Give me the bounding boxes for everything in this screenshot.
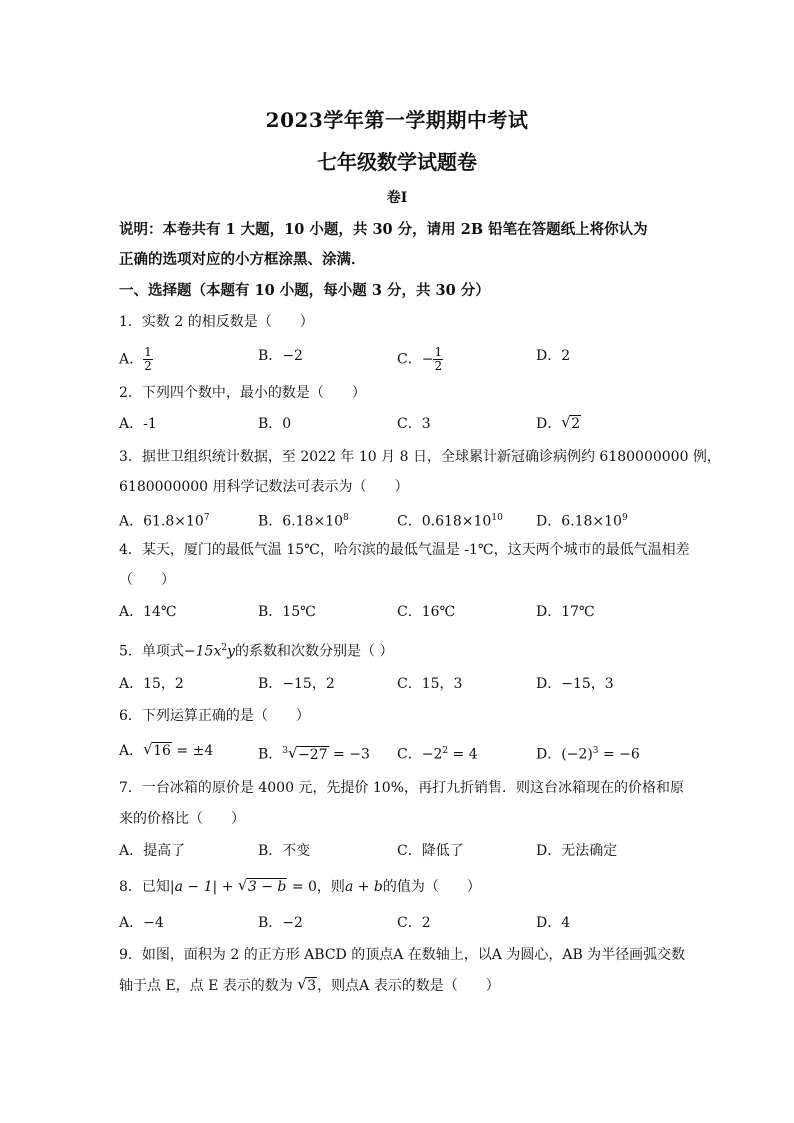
- question-7-option-c: C．降低了: [397, 843, 464, 859]
- question-2-stem: 2．下列四个数中，最小的数是（ ）: [119, 385, 366, 401]
- question-1-stem: 1．实数 2 的相反数是（ ）: [119, 314, 314, 330]
- instructions-line-2: 正确的选项对应的小方框涂黑、涂满．: [119, 251, 366, 268]
- exam-subtitle: 七年级数学试题卷: [317, 150, 477, 174]
- fraction: $\frac{1}{2}$: [144, 345, 152, 373]
- question-3-option-c: C．$0.618\times 10^{10}$: [397, 513, 503, 530]
- question-2-option-c: C．3: [397, 416, 431, 432]
- question-1-option-a: A． $\frac{1}{2}$: [119, 345, 152, 373]
- question-6-option-c: C．$-2^2 = 4$: [397, 746, 478, 763]
- question-7-option-d: D．无法确定: [536, 843, 618, 859]
- question-1-option-c: C．− $\frac{1}{2}$: [397, 345, 443, 373]
- question-4-line-2: （ ）: [119, 572, 175, 588]
- square-root: √ 2: [561, 414, 581, 434]
- fraction: $\frac{1}{2}$: [434, 345, 443, 373]
- question-3-option-d: D．$6.18\times 10^9$: [536, 513, 628, 530]
- section-heading: 一、选择题（本题有 10 小题，每小题 3 分，共 30 分）: [119, 282, 490, 299]
- cube-root: √ −27: [288, 745, 329, 765]
- question-9-line-2: 轴于点 E，点 E 表示的数为 √ 3，则点A 表示的数是（ ）: [119, 976, 689, 996]
- instructions-line-1: 说明：本卷共有 1 大题，10 小题，共 30 分，请用 2B 铅笔在答题纸上将你认为: [119, 221, 648, 238]
- question-3-option-a: A．$61.8\times 10^7$: [119, 513, 210, 530]
- question-8-option-c: C．2: [397, 915, 431, 931]
- question-4-option-d: D．17℃: [536, 604, 595, 620]
- question-5-option-c: C．15，3: [397, 676, 463, 692]
- question-2-option-b: B．0: [258, 416, 292, 432]
- question-4-option-b: B．15℃: [258, 604, 316, 620]
- question-3-line-1: 3．据世卫组织统计数据，至 2022 年 10 月 8 日，全球累计新冠确诊病例约 6180000000 例，: [119, 449, 721, 465]
- question-4-option-c: C．16℃: [397, 604, 456, 620]
- question-5-option-d: D．−15，3: [536, 676, 614, 692]
- question-3-line-2: 6180000000 用科学记数法可表示为（ ）: [119, 479, 409, 495]
- question-8-option-a: A．−4: [119, 915, 164, 931]
- question-8-option-d: D．4: [536, 915, 571, 931]
- square-root: √ 3: [297, 976, 317, 996]
- volume-label: 卷I: [386, 190, 408, 206]
- square-root: √ 16: [143, 741, 172, 761]
- question-7-option-b: B．不变: [258, 843, 311, 859]
- question-6-option-d: D．$(-2)^3 = -6$: [536, 746, 640, 763]
- question-4-option-a: A．14℃: [119, 604, 177, 620]
- question-2-option-a: A．-1: [119, 416, 157, 432]
- question-4-line-1: 4．某天，厦门的最低气温 15℃，哈尔滨的最低气温是 -1℃，这天两个城市的最低气温相差: [119, 542, 690, 558]
- question-3-option-b: B．$6.18\times 10^8$: [258, 513, 349, 530]
- exam-title: 2023学年第一学期期中考试: [265, 108, 529, 132]
- question-2-option-d: D．√ 2: [536, 414, 581, 434]
- question-7-line-2: 来的价格比（ ）: [119, 811, 245, 827]
- question-7-line-1: 7．一台冰箱的原价是 4000 元，先提价 10%，再打九折销售．则这台冰箱现在的价格和原: [119, 780, 685, 796]
- question-8-option-b: B．−2: [258, 915, 303, 931]
- question-5-option-b: B．−15，2: [258, 676, 335, 692]
- question-9-line-1: 9．如图，面积为 2 的正方形 ABCD 的顶点A 在数轴上，以A 为圆心，AB 为半径画弧交数: [119, 947, 686, 963]
- question-7-option-a: A．提高了: [119, 843, 186, 859]
- square-root: √ 3 − b: [238, 877, 288, 897]
- question-6-stem: 6．下列运算正确的是（ ）: [119, 708, 310, 724]
- question-8-stem: 8．已知|a − 1| + √ 3 − b = 0，则a + b的值为（ ）: [119, 877, 689, 897]
- question-5-option-a: A．15，2: [119, 676, 184, 692]
- question-1-option-b: B．−2: [258, 348, 303, 364]
- question-6-option-a: A．√ 16 = ±4: [119, 741, 213, 761]
- question-1-option-d: D．2: [536, 348, 571, 364]
- question-6-option-b: B．$^3$√ −27 = −3: [258, 741, 370, 765]
- question-5-stem: 5．单项式$-15x^2y$的系数和次数分别是（ ）: [119, 643, 394, 660]
